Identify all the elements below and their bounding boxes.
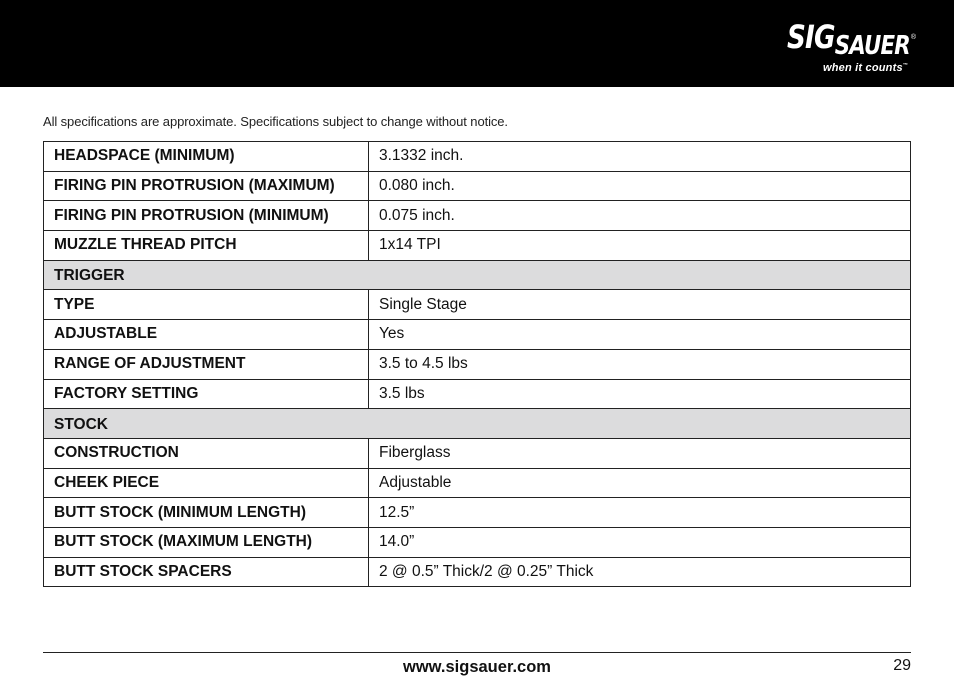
logo-tagline [823, 62, 908, 74]
table-row [44, 290, 911, 320]
spec-value: Yes [369, 320, 911, 350]
table-row [44, 201, 911, 231]
registered-mark: ® [910, 34, 916, 41]
spec-value: Adjustable [369, 468, 911, 498]
spec-label: RANGE OF ADJUSTMENT [44, 349, 369, 379]
spec-label: BUTT STOCK (MAXIMUM LENGTH) [44, 527, 369, 557]
section-header-row [44, 260, 911, 290]
spec-value: 3.5 to 4.5 lbs [369, 349, 911, 379]
spec-value: 2 @ 0.5” Thick/2 @ 0.25” Thick [369, 557, 911, 587]
section-header-label: TRIGGER [44, 260, 911, 290]
trademark-mark: ™ [902, 62, 908, 69]
logo-sig-text: SIG [787, 18, 835, 56]
spec-value: 14.0” [369, 527, 911, 557]
footer-divider [43, 652, 911, 653]
spec-value: 3.5 lbs [369, 379, 911, 409]
spec-label: TYPE [44, 290, 369, 320]
spec-label: CONSTRUCTION [44, 438, 369, 468]
spec-label: FIRING PIN PROTRUSION (MAXIMUM) [44, 171, 369, 201]
table-row [44, 171, 911, 201]
spec-value: Fiberglass [369, 438, 911, 468]
spec-value: 0.075 inch. [369, 201, 911, 231]
table-row [44, 320, 911, 350]
spec-value: 1x14 TPI [369, 231, 911, 261]
footer-website-link[interactable]: www.sigsauer.com [403, 658, 551, 676]
table-row [44, 231, 911, 261]
spec-label: FIRING PIN PROTRUSION (MINIMUM) [44, 201, 369, 231]
specifications-table [43, 141, 911, 587]
spec-value: 3.1332 inch. [369, 142, 911, 172]
spec-value: 12.5” [369, 498, 911, 528]
table-row [44, 527, 911, 557]
page-number: 29 [893, 657, 911, 674]
specifications-table-body [44, 142, 911, 587]
table-row [44, 349, 911, 379]
spec-label: MUZZLE THREAD PITCH [44, 231, 369, 261]
spec-label: HEADSPACE (MINIMUM) [44, 142, 369, 172]
table-row [44, 498, 911, 528]
table-row [44, 142, 911, 172]
tagline-text: when it counts [822, 62, 903, 74]
page-header [0, 0, 954, 87]
section-header-label: STOCK [44, 409, 911, 439]
spec-label: BUTT STOCK SPACERS [44, 557, 369, 587]
spec-label: BUTT STOCK (MINIMUM LENGTH) [44, 498, 369, 528]
disclaimer-text: All specifications are approximate. Specifications subject to change without notice. [43, 114, 508, 129]
spec-label: ADJUSTABLE [44, 320, 369, 350]
spec-value: 0.080 inch. [369, 171, 911, 201]
table-row [44, 557, 911, 587]
spec-value: Single Stage [369, 290, 911, 320]
spec-label: CHEEK PIECE [44, 468, 369, 498]
section-header-row [44, 409, 911, 439]
logo-sauer-text: SAUER [834, 31, 910, 61]
table-row [44, 438, 911, 468]
table-row [44, 468, 911, 498]
table-row [44, 379, 911, 409]
spec-label: FACTORY SETTING [44, 379, 369, 409]
sig-sauer-logo [770, 18, 916, 78]
